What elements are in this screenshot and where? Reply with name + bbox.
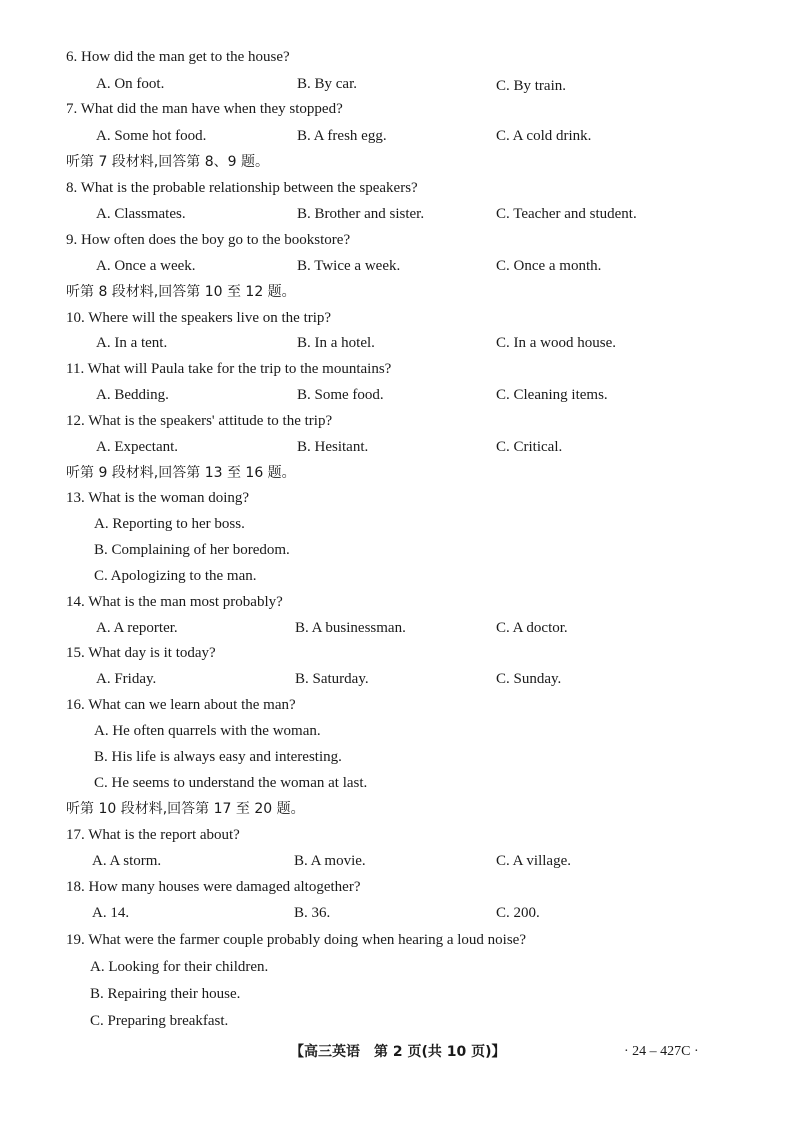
page-footer-code: · 24 – 427C · <box>624 1044 699 1059</box>
q17-option-c: C. A village. <box>496 853 571 869</box>
q11-option-a: A. Bedding. <box>96 387 169 403</box>
q18-option-c: C. 200. <box>496 905 540 921</box>
q16-option-b: B. His life is always easy and interesting. <box>94 749 342 765</box>
q11-option-c: C. Cleaning items. <box>496 387 608 403</box>
q14-option-b: B. A businessman. <box>295 620 406 636</box>
q13-option-b: B. Complaining of her boredom. <box>94 542 290 558</box>
q8-option-b: B. Brother and sister. <box>297 206 425 222</box>
section-9-heading: 听第 9 段材料,回答第 13 至 16 题。 <box>66 465 296 481</box>
q14-option-c: C. A doctor. <box>496 620 568 636</box>
q13-option-a: A. Reporting to her boss. <box>94 516 245 532</box>
question-7: 7. What did the man have when they stopped? <box>66 101 343 117</box>
q19-option-c: C. Preparing breakfast. <box>90 1013 229 1029</box>
q15-option-b: B. Saturday. <box>295 671 369 687</box>
q10-option-a: A. In a tent. <box>96 335 168 351</box>
q8-option-a: A. Classmates. <box>96 206 186 222</box>
question-17-options <box>0 851 794 871</box>
q9-option-b: B. Twice a week. <box>297 258 401 274</box>
question-6: 6. How did the man get to the house? <box>66 49 290 65</box>
section-8-heading: 听第 8 段材料,回答第 10 至 12 题。 <box>66 284 296 300</box>
section-10-heading: 听第 10 段材料,回答第 17 至 20 题。 <box>66 801 305 817</box>
question-19: 19. What were the farmer couple probably doing when hearing a loud noise? <box>66 932 526 948</box>
q12-option-c: C. Critical. <box>496 439 563 455</box>
q7-option-a: A. Some hot food. <box>96 128 207 144</box>
question-14: 14. What is the man most probably? <box>66 594 283 610</box>
q8-option-c: C. Teacher and student. <box>496 206 637 222</box>
question-14-options <box>0 618 794 638</box>
q15-option-c: C. Sunday. <box>496 671 562 687</box>
q10-option-b: B. In a hotel. <box>297 335 375 351</box>
q9-option-a: A. Once a week. <box>96 258 196 274</box>
q16-option-c: C. He seems to understand the woman at last. <box>94 775 368 791</box>
q17-option-a: A. A storm. <box>92 853 162 869</box>
question-7-options <box>0 126 794 146</box>
question-17: 17. What is the report about? <box>66 827 240 843</box>
question-16: 16. What can we learn about the man? <box>66 697 296 713</box>
question-8: 8. What is the probable relationship between the speakers? <box>66 180 418 196</box>
question-8-options <box>0 204 794 224</box>
question-18-options <box>0 903 794 923</box>
question-9: 9. How often does the boy go to the bookstore? <box>66 232 351 248</box>
q9-option-c: C. Once a month. <box>496 258 602 274</box>
q10-option-c: C. In a wood house. <box>496 335 616 351</box>
question-11: 11. What will Paula take for the trip to the mountains? <box>66 361 392 377</box>
q7-option-b: B. A fresh egg. <box>297 128 387 144</box>
q15-option-a: A. Friday. <box>96 671 157 687</box>
q6-option-b: B. By car. <box>297 76 357 92</box>
q19-option-b: B. Repairing their house. <box>90 986 241 1002</box>
question-15-options <box>0 669 794 689</box>
q19-option-a: A. Looking for their children. <box>90 959 269 975</box>
q11-option-b: B. Some food. <box>297 387 384 403</box>
q18-option-b: B. 36. <box>294 905 331 921</box>
q13-option-c: C. Apologizing to the man. <box>94 568 257 584</box>
question-15: 15. What day is it today? <box>66 645 216 661</box>
q6-option-c: C. By train. <box>496 78 566 94</box>
q17-option-b: B. A movie. <box>294 853 366 869</box>
question-18: 18. How many houses were damaged altogether? <box>66 879 361 895</box>
q18-option-a: A. 14. <box>92 905 130 921</box>
question-12: 12. What is the speakers' attitude to the trip? <box>66 413 333 429</box>
question-11-options <box>0 385 794 405</box>
question-10-options <box>0 333 794 353</box>
q12-option-a: A. Expectant. <box>96 439 179 455</box>
question-6-options <box>0 74 794 94</box>
q16-option-a: A. He often quarrels with the woman. <box>94 723 321 739</box>
page-footer-title: 【高三英语 第 2 页(共 10 页)】 <box>290 1044 506 1060</box>
q14-option-a: A. A reporter. <box>96 620 178 636</box>
q7-option-c: C. A cold drink. <box>496 128 592 144</box>
question-12-options <box>0 437 794 457</box>
question-10: 10. Where will the speakers live on the trip? <box>66 310 332 326</box>
section-7-heading: 听第 7 段材料,回答第 8、9 题。 <box>66 154 269 170</box>
question-13: 13. What is the woman doing? <box>66 490 250 506</box>
question-9-options <box>0 256 794 276</box>
q12-option-b: B. Hesitant. <box>297 439 369 455</box>
q6-option-a: A. On foot. <box>96 76 165 92</box>
